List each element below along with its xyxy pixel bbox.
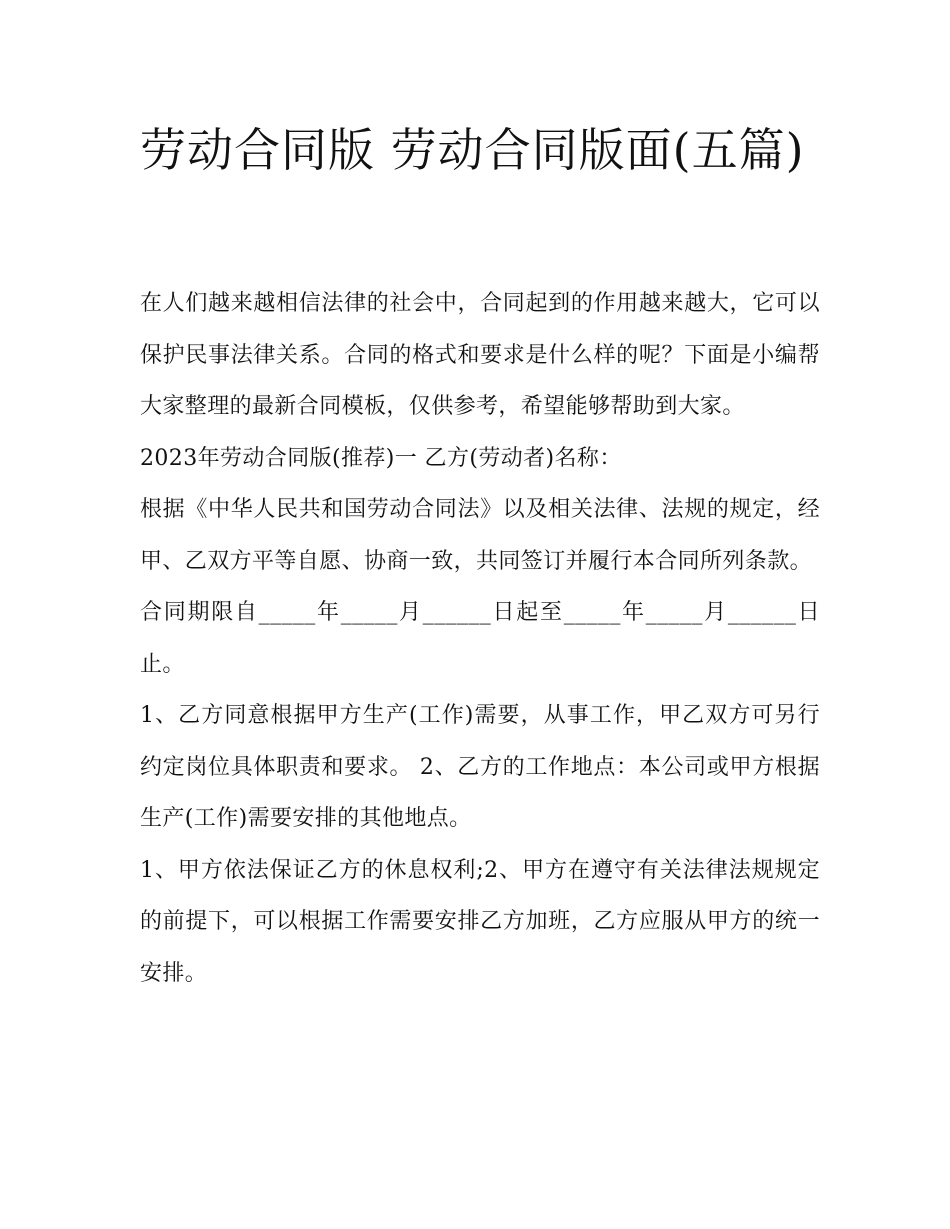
paragraph-rest-overtime: 1、甲方依法保证乙方的休息权利;2、甲方在遵守有关法律法规规定的前提下，可以根据工作需要安排乙方加班，乙方应服从甲方的统一安排。 — [140, 857, 820, 986]
document-title: 劳动合同版 劳动合同版面(五篇) — [140, 123, 805, 177]
paragraph-intro: 在人们越来越相信法律的社会中，合同起到的作用越来越大，它可以保护民事法律关系。合同的格式和要求是什么样的呢？下面是小编帮大家整理的最新合同模板，仅供参考，希望能够帮助到大家。 — [140, 291, 820, 419]
paragraph-legal-basis: 根据《中华人民共和国劳动合同法》以及相关法律、法规的规定，经甲、乙双方平等自愿、协商一致，共同签订并履行本合同所列条款。 — [140, 497, 820, 574]
paragraph-job-location: 1、乙方同意根据甲方生产(工作)需要，从事工作，甲乙双方可另行约定岗位具体职责和要求。 2、乙方的工作地点：本公司或甲方根据生产(工作)需要安排的其他地点。 — [140, 703, 820, 831]
document-body — [140, 278, 820, 999]
paragraph-contract-heading: 2023年劳动合同版(推荐)一 乙方(劳动者)名称： — [140, 445, 622, 471]
paragraph-contract-term: 合同期限自_____年_____月______日起至_____年_____月______日止。 — [140, 600, 820, 677]
